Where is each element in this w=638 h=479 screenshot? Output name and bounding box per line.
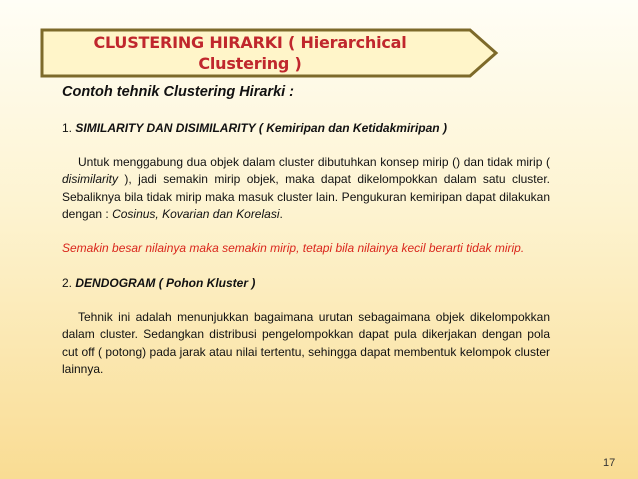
section-2-title: DENDOGRAM ( Pohon Kluster ) xyxy=(75,276,256,290)
section-1-text-end: . xyxy=(279,207,283,221)
section-1-title: SIMILARITY DAN DISIMILARITY ( Kemiripan dan Ketidakmiripan ) xyxy=(75,121,447,135)
section-1-text-a: Untuk menggabung dua objek dalam cluster dibutuhkan konsep mirip () dan tidak mirip ( xyxy=(78,154,550,169)
section-1-text-b: ), jadi semakin mirip objek, maka dapat dikelompokkan dalam satu cluster. Sebaliknya bila tidak mirip maka masuk cluster lain. Pengukuran kemiripan dapat dilakukan dengan : xyxy=(62,172,550,221)
section-2-number: 2. xyxy=(62,276,73,290)
title-banner xyxy=(40,28,500,78)
section-1-term: disimilarity xyxy=(62,172,119,186)
section-2-heading xyxy=(62,275,550,293)
section-1-methods: Cosinus, Kovarian dan Korelasi xyxy=(112,207,280,221)
slide-body xyxy=(62,120,550,379)
subtitle: Contoh tehnik Clustering Hirarki : xyxy=(62,84,295,100)
slide-title-line-2: Clustering ) xyxy=(198,54,302,73)
section-1-heading xyxy=(62,120,550,138)
section-1-paragraph xyxy=(62,154,550,224)
section-1-number: 1. xyxy=(62,121,73,135)
slide-title-line-1: CLUSTERING HIRARKI ( Hierarchical xyxy=(93,33,407,52)
slide-title xyxy=(40,32,460,74)
section-1-note: Semakin besar nilainya maka semakin mirip, tetapi bila nilainya kecil berarti tidak mirip. xyxy=(62,240,525,255)
section-2-paragraph: Tehnik ini adalah menunjukkan bagaimana urutan sebagaimana objek dikelompokkan dalam cluster. Sedangkan distribusi pengelompokkan dapat pula dikerjakan dengan pola cut off ( potong) pada jarak atau nilai tertentu, sehingga dapat membentuk kelompok cluster lainnya. xyxy=(62,309,550,376)
page-number: 17 xyxy=(603,457,616,469)
